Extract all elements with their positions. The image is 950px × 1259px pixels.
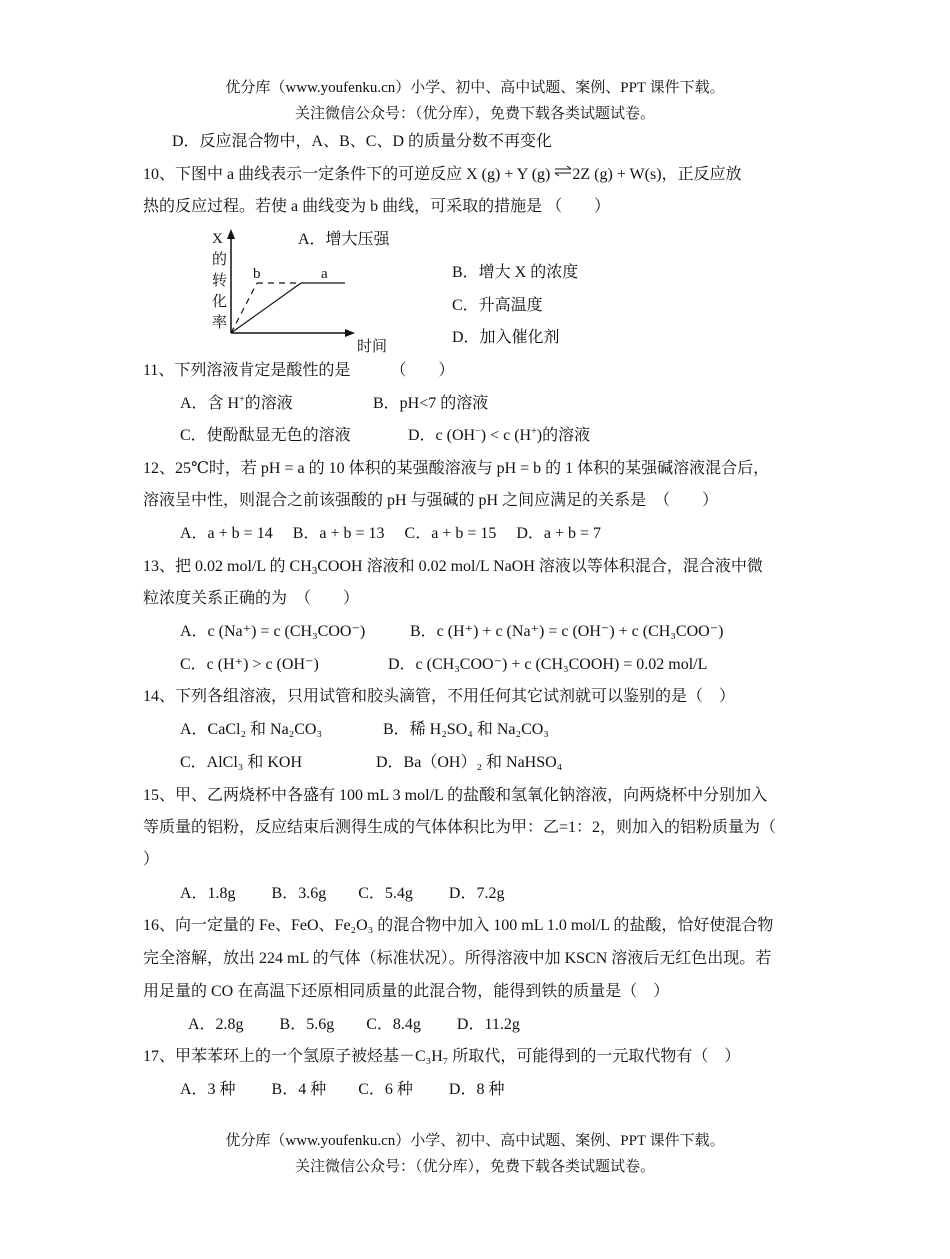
q11-option-a: A．含 H+的溶液 (180, 394, 293, 412)
graph-x-label: 时间 (357, 339, 388, 355)
q17-options: A．3 种 B．4 种 C．6 种 D．8 种 (180, 1081, 505, 1098)
page-footer-line2: 关注微信公众号：（优分库），免费下载各类试题试卷。 (294, 1159, 655, 1175)
q13-option-b: B．c (H⁺) + c (Na⁺) = c (OH⁻) + c (CH₃COO⁻) (410, 623, 724, 640)
q15-stem-line2: 等质量的铝粉，反应结束后测得生成的气体体积比为甲：乙=1：2，则加入的铝粉质量为（ (143, 819, 777, 836)
q12-options: A．a + b = 14 B．a + b = 13 C．a + b = 15 D．a + b = 7 (180, 525, 602, 542)
q16-stem-line1: 16、向一定量的 Fe、FeO、Fe₂O₃ 的混合物中加入 100 mL 1.0 mol/L 的盐酸，恰好使混合物 (143, 917, 774, 934)
q11-stem: 11、下列溶液肯定是酸性的是 （ ） (143, 362, 455, 379)
q17-stem: 17、甲苯苯环上的一个氢原子被烃基－C₃H₇ 所取代，可能得到的一元取代物有（ ） (143, 1048, 741, 1065)
q14-option-d: D．Ba（OH）₂ 和 NaHSO₄ (376, 754, 563, 771)
q10-option-d: D．加入催化剂 (452, 329, 560, 346)
curve-b-label: b (253, 266, 261, 282)
q14-option-b: B．稀 H₂SO₄ 和 Na₂CO₃ (383, 721, 549, 738)
q10-option-b: B．增大 X 的浓度 (452, 264, 579, 281)
q12-stem-line1: 12、25℃时，若 pH = a 的 10 体积的某强酸溶液与 pH = b 的 1 体积的某强碱溶液混合后， (143, 460, 770, 477)
q10-stem-part1: 10、下图中 a 曲线表示一定条件下的可逆反应 X (g) + Y (g) (143, 166, 555, 183)
graph-y-label: X的转化率 (212, 231, 228, 331)
q16-stem-line2: 完全溶解，放出 224 mL 的气体（标准状况）。所得溶液中加 KSCN 溶液后无红色出现。若 (143, 950, 772, 967)
q10-option-a: A．增大压强 (298, 231, 390, 248)
equilibrium-arrow-icon (554, 163, 572, 183)
page-header-line1: 优分库（www.youfenku.cn）小学、初中、高中试题、案例、PPT 课件下载。 (225, 80, 725, 96)
q10-stem-line2: 热的反应过程。若使 a 曲线变为 b 曲线，可采取的措施是 （ ） (143, 198, 611, 215)
page-header-line2: 关注微信公众号：（优分库），免费下载各类试题试卷。 (294, 106, 655, 122)
q14-option-a: A．CaCl₂ 和 Na₂CO₃ (180, 721, 323, 738)
q14-option-c: C．AlCl₃ 和 KOH (180, 754, 303, 771)
q13-option-c: C．c (H⁺) > c (OH⁻) (180, 656, 319, 673)
q11-option-b: B．pH<7 的溶液 (373, 395, 489, 412)
q10-stem-part3: + W(s)，正反应放 (612, 166, 742, 183)
q15-stem-line3: ） (143, 851, 160, 868)
page-footer-line1: 优分库（www.youfenku.cn）小学、初中、高中试题、案例、PPT 课件下载。 (225, 1133, 725, 1149)
q13-option-a: A．c (Na⁺) = c (CH₃COO⁻) (180, 623, 366, 640)
q15-stem-line1: 15、甲、乙两烧杯中各盛有 100 mL 3 mol/L 的盐酸和氢氧化钠溶液，向两烧杯中分别加入 (143, 787, 768, 804)
curve-a (231, 283, 301, 333)
q13-stem-line2: 粒浓度关系正确的为 （ ） (143, 590, 360, 607)
q15-options: A．1.8g B．3.6g C．5.4g D．7.2g (180, 885, 505, 902)
q10-option-c: C．升高温度 (452, 297, 543, 314)
q13-stem-line1: 13、把 0.02 mol/L 的 $CH_3COOH$ 溶液和 0.02 mol/L NaOH 溶液以等体积混合，混合液中微 (143, 558, 763, 577)
q16-options: A．2.8g B．5.6g C．8.4g D．11.2g (188, 1016, 520, 1033)
q13-option-d: D．c (CH₃COO⁻) + c (CH₃COOH) = 0.02 mol/L (388, 656, 708, 673)
curve-b (231, 283, 257, 333)
q9-option-d: D．反应混合物中，A、B、C、D 的质量分数不再变化 (172, 133, 553, 150)
q16-stem-line3: 用足量的 CO 在高温下还原相同质量的此混合物，能得到铁的质量是（ ） (143, 983, 670, 1000)
curve-a-label: a (321, 266, 328, 282)
q10-stem-line1 (143, 165, 742, 185)
q10-product: 2Z (g) (572, 166, 613, 183)
q11-option-d: D．c (OH−) < c (H+)的溶液 (408, 426, 591, 444)
q12-stem-line2: 溶液呈中性，则混合之前该强酸的 pH 与强碱的 pH 之间应满足的关系是 （ ） (143, 492, 719, 509)
q14-stem: 14、下列各组溶液，只用试管和胶头滴管，不用任何其它试剂就可以鉴别的是（ ） (143, 688, 736, 705)
q11-option-c: C．使酚酞显无色的溶液 (180, 427, 351, 444)
